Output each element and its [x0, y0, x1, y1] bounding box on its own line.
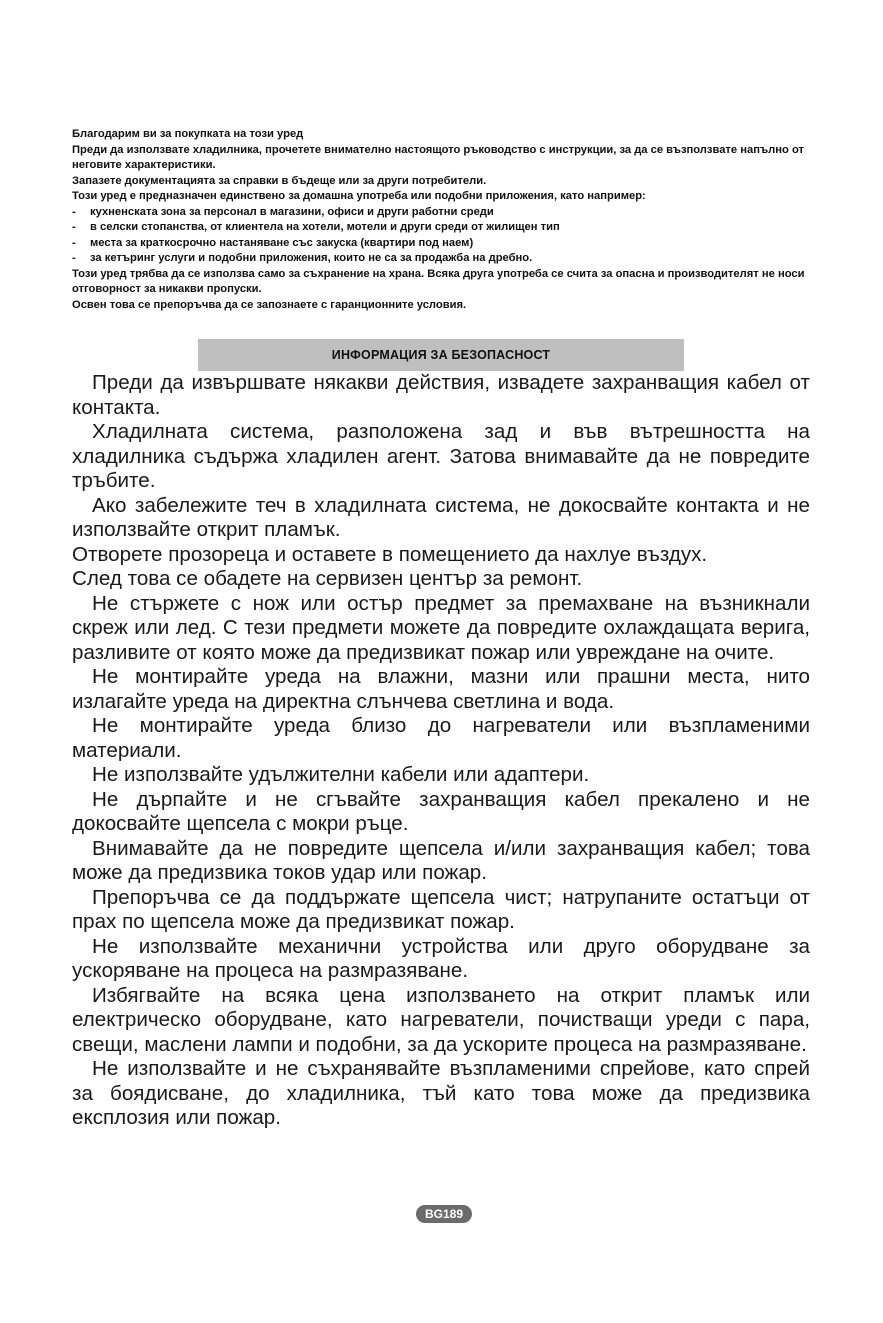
- intro-bullet: [72, 251, 812, 267]
- intro-line: Освен това се препоръчва да се запознаете с гаранционните условия.: [72, 298, 467, 311]
- intro-section: [72, 127, 812, 313]
- safety-paragraph: Не монтирайте уреда на влажни, мазни или прашни места, нито излагайте уреда на директна слънчева светлина и вода.: [72, 665, 810, 713]
- intro-bullet: [72, 205, 812, 221]
- safety-paragraph: Внимавайте да не повредите щепсела и/или захранващия кабел; това може да предизвика токов удар или пожар.: [72, 836, 810, 884]
- safety-paragraph: Не използвайте и не съхранявайте възпламеними спрейове, като спрей за боядисване, до хладилника, тъй като това може да предизвика експлозия или пожар.: [72, 1057, 810, 1129]
- bullet-dash: -: [72, 205, 76, 218]
- safety-paragraph: След това се обадете на сервизен център за ремонт.: [72, 567, 583, 590]
- bullet-dash: -: [72, 221, 76, 233]
- page-number: BG189: [424, 1207, 464, 1221]
- safety-paragraph: Препоръчва се да поддържате щепсела чист; натрупаните остатъци от прах по щепсела може да предизвикат пожар.: [72, 885, 810, 933]
- safety-paragraph: Ако забележите теч в хладилната система, не докосвайте контакта и не използвайте открит пламък.: [72, 493, 810, 541]
- safety-paragraph: Избягвайте на всяка цена използването на открит пламък или електрическо оборудване, като нагреватели, почистващи уреди с пара, свещи, маслени лампи и подобни, за да ускорите процеса на размразяване.: [72, 983, 810, 1056]
- safety-paragraph: Не стържете с нож или остър предмет за премахване на възникнали скреж или лед. С тези предмети можете да повредите охлаждащата верига, разливите от която може да предизвикат пожар или увреждане на очите.: [72, 591, 810, 664]
- intro-bullet: [72, 220, 812, 236]
- safety-paragraph: Хладилната система, разположена зад и във вътрешността на хладилника съдържа хладилен агент. Затова внимавайте да не повредите тръбите.: [72, 420, 810, 492]
- intro-line: Този уред е предназначен единствено за домашна употреба или подобни приложения, като например:: [72, 190, 646, 202]
- intro-bullet: [72, 236, 812, 252]
- safety-paragraph: Не дърпайте и не сгъвайте захранващия кабел прекалено и не докосвайте щепсела с мокри ръце.: [72, 787, 810, 835]
- page-number-badge: [416, 1205, 472, 1223]
- intro-line: Този уред трябва да се използва само за съхранение на храна. Всяка друга употреба се счита за опасна и производителят не носи отговорност за никакви пропуски.: [72, 267, 805, 295]
- intro-line: Преди да използвате хладилника, прочетете внимателно настоящото ръководство с инструкции, за да се възползвате напълно от неговите характеристики.: [72, 143, 804, 171]
- bullet-text: кухненската зона за персонал в магазини, офиси и други работни среди: [90, 205, 494, 218]
- bullet-text: за кетъринг услуги и подобни приложения, които не са за продажба на дребно.: [90, 252, 533, 264]
- safety-paragraph: Отворете прозореца и оставете в помещението да нахлуе въздух.: [72, 542, 708, 566]
- section-title: ИНФОРМАЦИЯ ЗА БЕЗОПАСНОСТ: [331, 348, 551, 362]
- safety-paragraph: Преди да извършвате някакви действия, извадете захранващия кабел от контакта.: [72, 371, 810, 419]
- safety-paragraph: Не монтирайте уреда близо до нагреватели или възпламеними материали.: [72, 714, 810, 762]
- intro-line: Благодарим ви за покупката на този уред: [72, 128, 304, 140]
- section-title-banner: [198, 339, 684, 371]
- safety-paragraph: Не използвайте механични устройства или друго оборудване за ускоряване на процеса на размразяване.: [72, 934, 810, 982]
- intro-line: Запазете документацията за справки в бъдеще или за други потребители.: [72, 174, 487, 187]
- bullet-text: места за краткосрочно настаняване със закуска (квартири под наем): [90, 236, 474, 249]
- bullet-dash: -: [72, 252, 76, 264]
- safety-paragraph: Не използвайте удължителни кабели или адаптери.: [92, 763, 590, 786]
- safety-instructions: [72, 371, 810, 1131]
- bullet-text: в селски стопанства, от клиентела на хотели, мотели и други среди от жилищен тип: [90, 221, 560, 233]
- bullet-dash: -: [72, 236, 76, 249]
